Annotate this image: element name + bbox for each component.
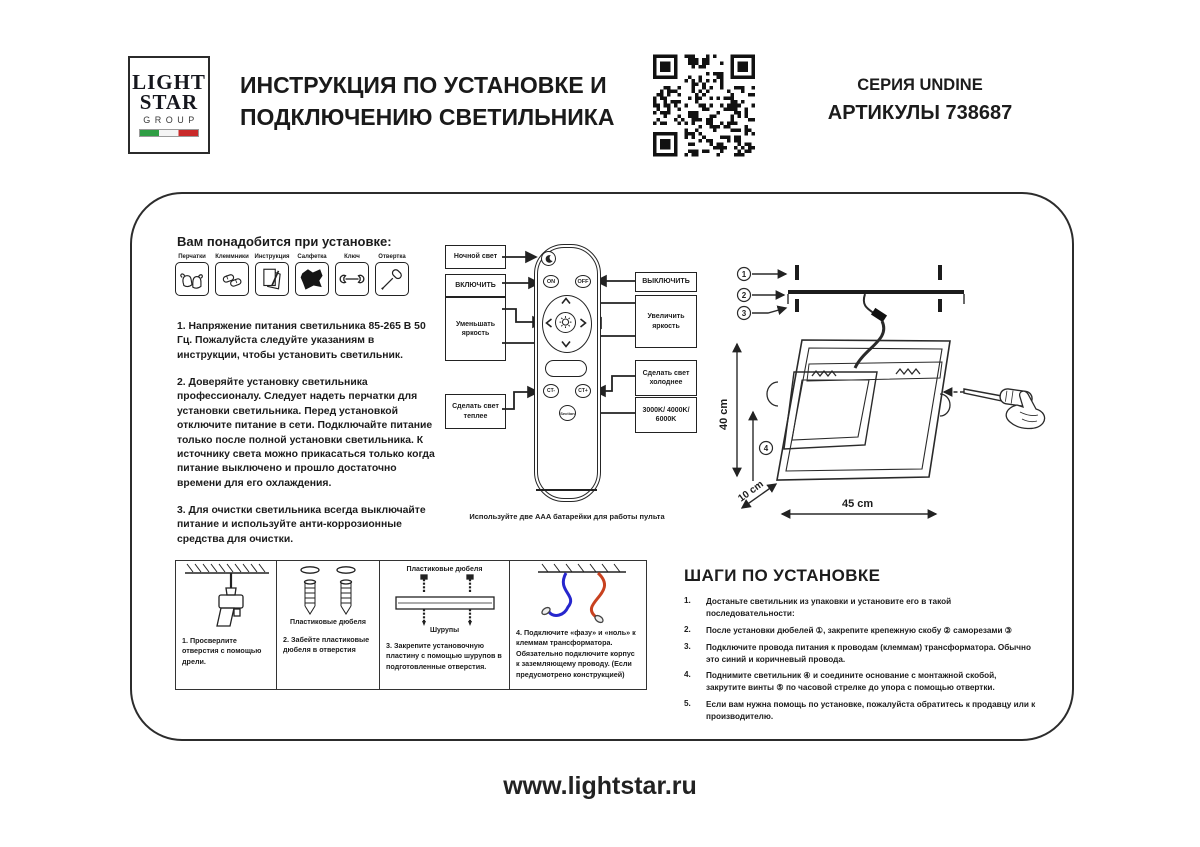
ct-minus-button: CT- xyxy=(543,384,559,398)
bulb-icon xyxy=(557,314,574,331)
callout-2 xyxy=(738,289,785,302)
panel-dowels xyxy=(277,561,380,689)
callout-4 xyxy=(753,412,773,481)
callout-3 xyxy=(738,307,787,320)
install-step: 2. После установки дюбелей ①, закрепите крепежную скобу ② саморезами ③ xyxy=(684,624,1013,635)
fixture-diagram xyxy=(712,252,1052,532)
panel-label-top: Пластиковые дюбеля xyxy=(406,566,483,573)
battery-note: Используйте две AAA батарейки для работы пульта xyxy=(469,512,665,521)
section-button: Section xyxy=(559,405,576,421)
svg-text:3: 3 xyxy=(741,309,747,318)
website-url: www.lightstar.ru xyxy=(503,772,697,800)
dpad-left-icon xyxy=(545,318,553,328)
manual-icon xyxy=(255,262,289,296)
label-increase-brightness: Увеличить яркость xyxy=(635,295,697,348)
label-kelvin-values: 3000K/ 4000K/ 6000K xyxy=(635,397,697,433)
label-cold-light: Сделать свет холоднее xyxy=(635,360,697,396)
dimension-height xyxy=(718,344,737,476)
hand-screwdriver xyxy=(944,388,1045,429)
page-title-line1: ИНСТРУКЦИЯ ПО УСТАНОВКЕ И xyxy=(240,72,607,98)
panel-wiring xyxy=(510,561,645,689)
label-warm-light: Сделать свет теплее xyxy=(445,394,506,429)
tool-gloves: Перчатки xyxy=(175,254,209,296)
dimension-depth xyxy=(736,479,776,508)
svg-text:4: 4 xyxy=(763,444,769,453)
qr-code xyxy=(653,52,755,159)
logo-word-group: GROUP xyxy=(143,114,199,125)
panel-caption: 4. Подключите «фазу» и «ноль» к клеммам трансформатора. Обязательно подключите корпус к заземляющему проводу. (Если предусмотрено конструкцией) xyxy=(516,628,636,679)
install-steps-heading: ШАГИ ПО УСТАНОВКЕ xyxy=(684,566,881,585)
italian-flag-bar xyxy=(139,129,199,137)
svg-text:10 cm: 10 cm xyxy=(736,478,766,505)
svg-text:1: 1 xyxy=(741,270,747,279)
warning-3: 3. Для очистки светильника всегда выключайте питание и используйте анти-коррозионные средства для очистки. xyxy=(177,504,426,545)
svg-text:40 cm: 40 cm xyxy=(718,398,730,430)
brightness-center-button xyxy=(555,312,576,333)
tool-terminals: Клеммники xyxy=(215,254,249,296)
label-night-light: Ночной свет xyxy=(445,245,506,269)
napkin-icon xyxy=(295,262,329,296)
dpad-up-icon xyxy=(561,297,571,305)
tools-heading: Вам понадобится при установке: xyxy=(177,234,392,249)
screwdriver-icon xyxy=(375,262,409,296)
night-light-button xyxy=(541,251,556,266)
terminals-icon xyxy=(215,262,249,296)
mounting-bar xyxy=(788,265,964,312)
dpad-down-icon xyxy=(561,340,571,348)
lightstar-logo xyxy=(128,56,210,154)
wires-icon xyxy=(514,561,642,625)
svg-text:45 cm: 45 cm xyxy=(842,498,874,510)
dimension-width xyxy=(782,498,936,514)
install-steps-list xyxy=(684,596,1036,728)
label-dim-brightness: Уменьшать яркость xyxy=(445,297,506,361)
panel-drill xyxy=(176,561,277,689)
install-panels xyxy=(175,560,647,690)
blank-pill-button xyxy=(545,360,587,377)
on-button: ON xyxy=(543,275,559,288)
logo-word-light: LIGHT xyxy=(132,70,206,95)
wrench-icon xyxy=(335,262,369,296)
panel-label-bottom: Шурупы xyxy=(429,627,460,634)
svg-text:2: 2 xyxy=(741,291,747,300)
tool-screwdriver: Отвертка xyxy=(375,254,409,296)
series-label: СЕРИЯ UNDINE xyxy=(857,76,983,94)
power-wire xyxy=(855,294,887,368)
safety-warnings xyxy=(177,320,439,560)
tool-napkin: Салфетка xyxy=(295,254,329,296)
page-title xyxy=(240,69,670,133)
tool-manual: Инструкция xyxy=(255,254,289,296)
logo-word-star: STAR xyxy=(139,89,199,114)
tools-row xyxy=(175,254,409,296)
install-step: 1. Достаньте светильник из упаковки и установите его в такой последовательности: xyxy=(684,596,952,618)
dowel-icon xyxy=(280,561,376,619)
warning-2: 2. Доверяйте установку светильника профессионалу. Следует надеть перчатки для установки светильника. Перед установкой отключите питание в сети. Подключайте питание только после полной установки светильника. К источнику света можно прикасаться только когда питание выключено и прошло достаточно времени для его охлаждения. xyxy=(177,377,435,489)
callout-1 xyxy=(738,268,787,281)
drill-icon xyxy=(179,561,274,633)
main-panel xyxy=(130,192,1074,741)
ct-plus-button: CT+ xyxy=(575,384,591,398)
label-turn-off: ВЫКЛЮЧИТЬ xyxy=(635,272,697,292)
panel-label: Пластиковые дюбеля xyxy=(290,619,366,626)
install-step: 4. Поднимите светильник ④ и соедините основание с монтажной скобой, закрутите винты ⑤ по часовой стрелке до упора с помощью отвертки. xyxy=(684,670,997,693)
dpad-right-icon xyxy=(579,318,587,328)
tool-wrench: Ключ xyxy=(335,254,369,296)
mounting-plate-icon xyxy=(384,573,506,627)
gloves-icon xyxy=(175,262,209,296)
neutral-wire xyxy=(549,573,571,615)
warning-1: 1. Напряжение питания светильника 85-265 В 50 Гц. Пожалуйста следуйте указаниям в инструкции, чтобы установить светильник. xyxy=(177,321,426,361)
article-number: АРТИКУЛЫ 738687 xyxy=(827,102,1013,124)
phase-wire xyxy=(591,573,604,617)
install-step: 5. Если вам нужна помощь по установке, пожалуйста обратитесь к продавцу или к производителю. xyxy=(684,699,1036,722)
label-turn-on: ВКЛЮЧИТЬ xyxy=(445,274,506,297)
panel-caption: 1. Просверлите отверстия с помощью дрели. xyxy=(182,636,262,666)
panel-plate xyxy=(380,561,510,689)
page-title-line2: ПОДКЛЮЧЕНИЮ СВЕТИЛЬНИКА xyxy=(240,104,615,131)
install-step: 3. Подключите провода питания к проводам (клеммам) трансформатора. Обычно это синий и коричневый провода. xyxy=(684,641,1031,664)
battery-cover-line xyxy=(536,489,597,491)
off-button: OFF xyxy=(575,275,591,288)
panel-caption: 3. Закрепите установочную пластину с помощью шурупов в подготовленные отверстия. xyxy=(386,641,502,671)
panel-caption: 2. Забейте пластиковые дюбеля в отверстия xyxy=(283,635,370,655)
moon-icon xyxy=(544,254,554,264)
